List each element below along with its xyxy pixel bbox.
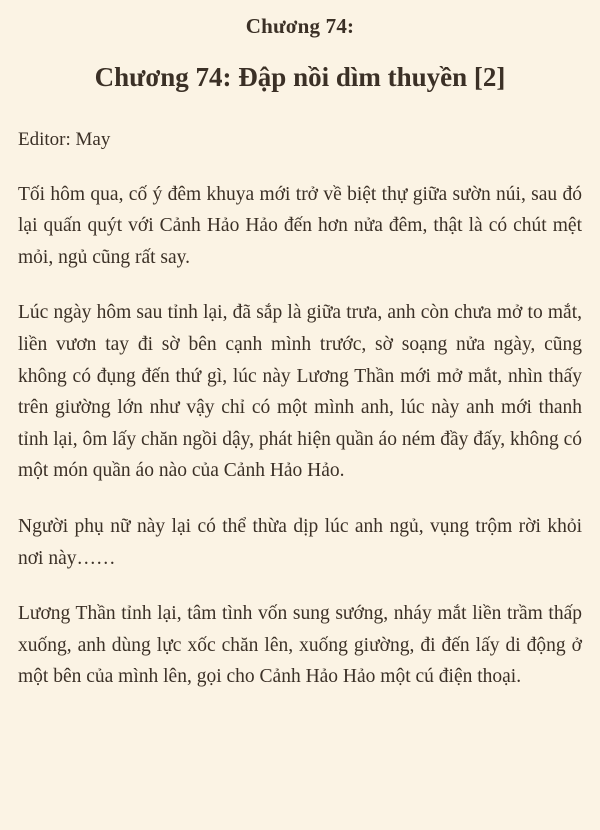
editor-credit: Editor: May — [18, 128, 111, 150]
paragraph: Lương Thần tỉnh lại, tâm tình vốn sung sướng, nháy mắt liền trầm thấp xuống, anh dùng lực xốc chăn lên, xuống giường, đi đến lấy di động ở một bên của mình lên, gọi cho Cảnh Hảo Hảo một cú điện thoại. — [18, 603, 582, 688]
paragraph: Tối hôm qua, cố ý đêm khuya mới trở về biệt thự giữa sườn núi, sau đó lại quấn quýt với Cảnh Hảo Hảo đến hơn nửa đêm, thật là có chút mệt mỏi, ngủ cũng rất say. — [18, 183, 582, 268]
paragraph: Người phụ nữ này lại có thể thừa dịp lúc anh ngủ, vụng trộm rời khỏi nơi này…… — [18, 515, 582, 569]
chapter-body — [16, 179, 584, 693]
paragraph: Lúc ngày hôm sau tỉnh lại, đã sắp là giữa trưa, anh còn chưa mở to mắt, liền vươn tay đi sờ bên cạnh mình trước, sờ soạng nửa ngày, cũng không có đụng đến thứ gì, lúc này Lương Thần mới mở mắt, nhìn thấy trên giường lớn như vậy chỉ có một mình anh, lúc này anh mới thanh tỉnh lại, ôm lấy chăn ngồi dậy, phát hiện quần áo ném đầy đấy, không có một món quần áo nào của Cảnh Hảo Hảo. — [18, 302, 582, 482]
chapter-kicker: Chương 74: — [245, 14, 355, 38]
page-title: Chương 74: Đập nồi dìm thuyền [2] — [94, 62, 506, 92]
